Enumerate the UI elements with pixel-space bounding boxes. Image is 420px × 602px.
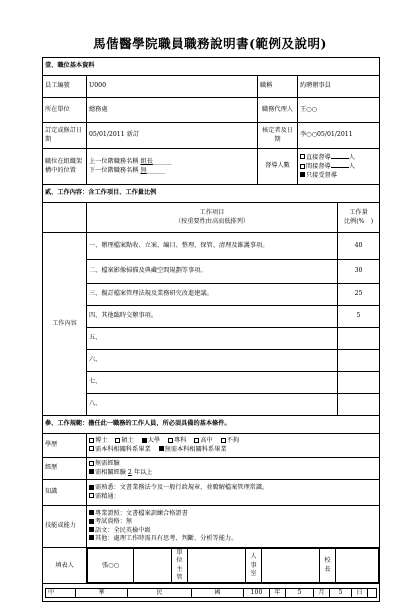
checkbox-any[interactable] [221, 438, 226, 443]
work-item: 八、 [87, 394, 338, 416]
knowledge-proficient-text: 需精通： [95, 492, 120, 500]
edu-bachelor-label: 大學 [147, 437, 161, 445]
checkbox-dept-required[interactable] [89, 446, 94, 451]
checkbox-highschool[interactable] [194, 438, 199, 443]
supervise-indirect-unit: 人 [348, 163, 355, 171]
checkbox-exam[interactable] [89, 519, 94, 524]
org-position-value: 上一位階職務名稱 組長______ 下一位階職務名稱 無______ [87, 149, 258, 185]
filler-value: 張○○ [88, 549, 134, 583]
emp-id-label: 員工編號 [43, 76, 87, 98]
supervise-direct-unit: 人 [348, 153, 355, 161]
revision-date-label: 訂定或修訂日期 [43, 123, 87, 149]
agent-value: 王○○ [298, 98, 380, 123]
items-header-line2: （按重要性由高而低排列） [174, 217, 250, 225]
work-item: 五、 [87, 328, 338, 350]
checkbox-proficient[interactable] [89, 493, 94, 498]
checkbox-indirect[interactable] [300, 164, 305, 169]
education-options [87, 434, 380, 458]
skills-options [87, 506, 380, 548]
work-content-label: 工作內容 [43, 233, 87, 416]
work-item-pct: 40 [338, 233, 380, 260]
section3-header: 參、工作規範：擔任此一職務的工作人員，所必須具備的基本條件。 [43, 416, 380, 434]
checkbox-college[interactable] [168, 438, 173, 443]
section1-header: 壹、職位基本資料 [43, 58, 380, 76]
job-description-form [42, 57, 380, 602]
work-item: 三、擬訂檔案管理法規及業務研究改進建議。 [87, 284, 338, 306]
experience-label: 經歷 [43, 458, 87, 480]
edu-dept-not-required-label: 無需本科相關科系畢業 [164, 445, 227, 453]
exp-need-prefix: 需相關經驗 [95, 468, 126, 476]
approver-value: 李○○05/01/2011 [298, 123, 380, 149]
unit-head-label: 單位主管 [172, 549, 188, 583]
items-header [87, 203, 338, 233]
checkbox-license[interactable] [89, 510, 94, 515]
unit-head-signature[interactable] [188, 549, 246, 583]
skill-license-text: 專業證照：文書檔案訓練合格證書 [95, 509, 188, 517]
date-year: 100 [244, 588, 270, 597]
edu-highschool-label: 高中 [200, 437, 213, 445]
work-item-pct: 5 [338, 306, 380, 328]
org-up-value: 組長 [140, 158, 153, 166]
workload-header-line2: 比例(% ) [343, 217, 374, 225]
emp-id-value: U000 [87, 76, 258, 98]
revision-date-value: 05/01/2011 新訂 [87, 123, 258, 149]
workload-header-line1: 工作量 [349, 209, 368, 217]
checkbox-dept-not-required[interactable] [159, 446, 164, 451]
checkbox-other[interactable] [89, 535, 94, 540]
unit-value: 總務處 [87, 98, 258, 123]
hr-signature[interactable] [262, 549, 320, 583]
skill-other-text: 其他：處理工作時需具有思考、判斷、分析等能力。 [95, 534, 238, 542]
checkbox-experience-required[interactable] [89, 469, 94, 474]
date-day: 5 [330, 588, 352, 597]
section2-header: 貳、工作內容：含工作項目、工作量比例 [43, 185, 380, 203]
filler-label: 填表人 [43, 548, 87, 584]
skill-exam-text: 考試資格：無 [95, 518, 133, 526]
agent-label: 職務代理人 [258, 98, 298, 123]
date-day-unit: 日 [352, 588, 368, 597]
president-label: 校長 [320, 549, 336, 583]
checkbox-phd[interactable] [89, 438, 94, 443]
org-up-prefix: 上一位階職務名稱 [89, 158, 139, 166]
exp-need-suffix: 年以上 [133, 468, 153, 476]
skills-label: 技能或能力 [43, 506, 87, 548]
date-month-unit: 月 [314, 588, 330, 597]
knowledge-label: 知識 [43, 480, 87, 506]
education-label: 學歷 [43, 434, 87, 458]
checkbox-no-experience[interactable] [89, 461, 94, 466]
edu-dept-required-label: 需本科相關科系畢業 [95, 445, 151, 453]
date-year-unit: 年 [270, 588, 286, 597]
date-month: 5 [286, 588, 314, 597]
checkbox-language[interactable] [89, 527, 94, 532]
work-item-pct: 30 [338, 260, 380, 284]
job-title-value: 約聘辦事員 [298, 76, 380, 98]
knowledge-options [87, 480, 380, 506]
exp-none-label: 無需經驗 [95, 460, 120, 468]
supervisees-options [298, 149, 380, 185]
knowledge-familiar-text: 需熟悉：文書業務法令及一般行政規章，並瞭解檔案管理常識。 [95, 484, 269, 492]
date-char-guo: 國 [192, 588, 244, 597]
items-header-spacer [43, 203, 87, 233]
edu-any-label: 不拘 [226, 437, 240, 445]
work-item: 一、辦理檔案點收、立案、編目、整理、保管、清理及維護事項。 [87, 233, 338, 260]
president-signature[interactable] [336, 549, 379, 583]
checkbox-familiar[interactable] [89, 485, 94, 490]
supervisees-label: 督導人數 [258, 149, 298, 185]
work-item: 六、 [87, 350, 338, 372]
work-item-pct: 25 [338, 284, 380, 306]
work-item: 二、檔案影像掃描及典藏空間規劃等事項。 [87, 260, 338, 284]
job-title-label: 職稱 [258, 76, 298, 98]
date-char-zhong: 中 [46, 588, 76, 597]
work-item-pct [338, 394, 380, 416]
org-down-value: 無 [140, 166, 147, 174]
items-header-line1: 工作項目 [199, 209, 225, 217]
edu-master-label: 碩士 [121, 437, 134, 445]
page-title: 馬偕醫學院職員職務說明書(範例及說明) [93, 36, 327, 51]
work-item-pct [338, 372, 380, 394]
checkbox-direct[interactable] [300, 154, 305, 159]
date-char-hua: 華 [76, 588, 128, 597]
exp-years: 2 [127, 468, 132, 476]
experience-options [87, 458, 380, 480]
work-item-pct [338, 328, 380, 350]
supervise-direct-label: 直接督導 [306, 153, 331, 161]
checkbox-master[interactable] [115, 438, 120, 443]
hr-label: 人事室 [246, 549, 262, 583]
work-item: 四、其他臨時交辦事項。 [87, 306, 338, 328]
work-item-pct [338, 350, 380, 372]
workload-header [338, 203, 380, 233]
checkbox-supervised-only[interactable] [300, 172, 305, 177]
supervise-indirect-label: 間接督導 [306, 163, 331, 171]
edu-college-label: 專科 [174, 437, 187, 445]
work-item: 七、 [87, 372, 338, 394]
date-char-min: 民 [128, 588, 192, 597]
unit-label: 所在單位 [43, 98, 87, 123]
signature-row [87, 548, 380, 584]
approver-label: 核定者及日期 [258, 123, 298, 149]
edu-phd-label: 博士 [95, 437, 108, 445]
skill-language-text: 語文：全民英檢中級 [95, 526, 151, 534]
checkbox-bachelor[interactable] [142, 438, 147, 443]
org-down-prefix: 下一位階職務名稱 [89, 166, 139, 174]
supervised-only-label: 只接受督導 [306, 171, 337, 179]
org-position-label: 職位在組織架構中的位置 [43, 149, 87, 185]
